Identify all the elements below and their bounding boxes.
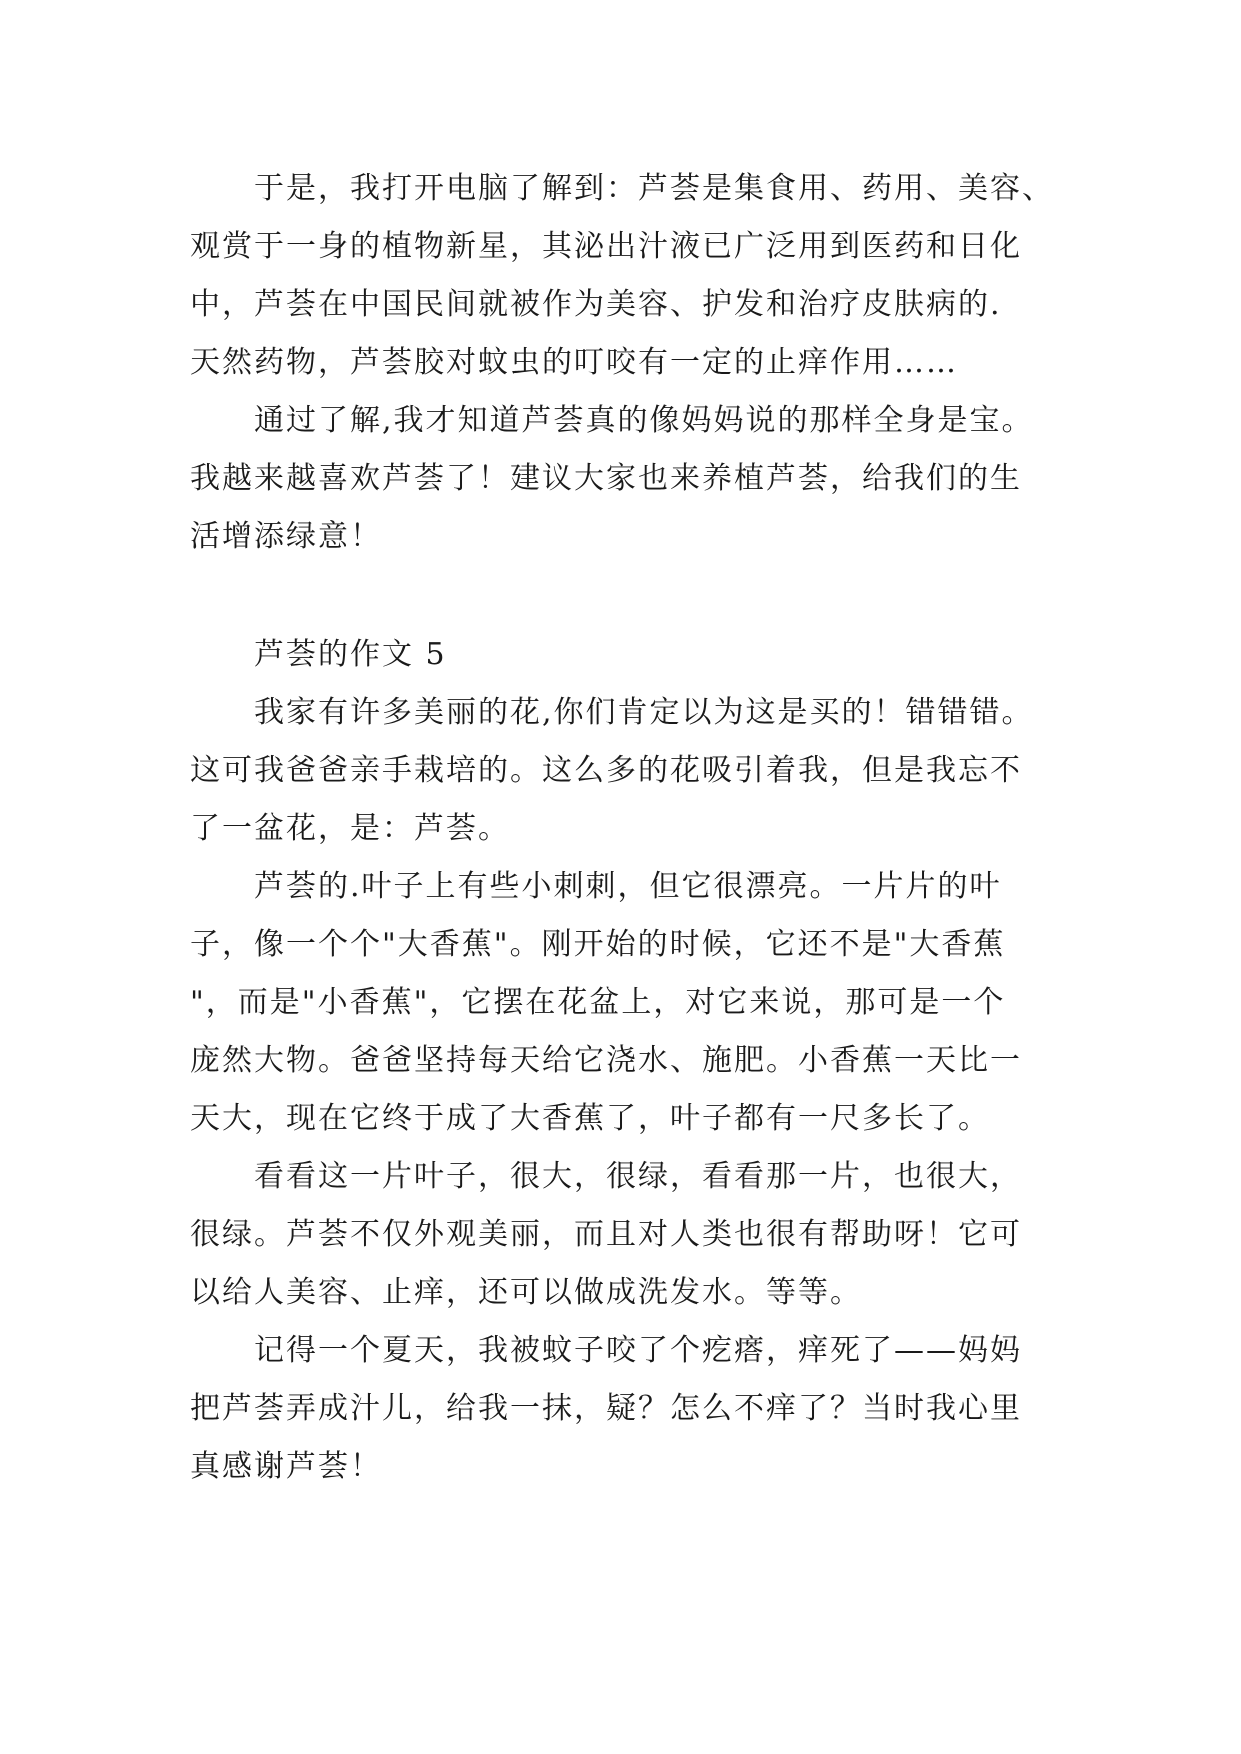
paragraph-line: 记得一个夏天，我被蚊子咬了个疙瘩，痒死了——妈妈 <box>254 1333 1022 1368</box>
paragraph-line: 天大，现在它终于成了大香蕉了，叶子都有一尺多长了。 <box>190 1101 990 1136</box>
section-gap <box>190 566 1090 626</box>
paragraph-line: 这可我爸爸亲手栽培的。这么多的花吸引着我，但是我忘不 <box>190 753 1022 788</box>
paragraph-line: 了一盆花，是：芦荟。 <box>190 811 510 846</box>
paragraph-line: "，而是"小香蕉"，它摆在花盆上，对它来说，那可是一个 <box>190 985 1006 1020</box>
paragraph-line: 通过了解,我才知道芦荟真的像妈妈说的那样全身是宝。 <box>254 403 1034 438</box>
paragraph-line: 活增添绿意！ <box>190 519 382 554</box>
document-body <box>190 160 1090 1496</box>
paragraph-line: 于是，我打开电脑了解到：芦荟是集食用、药用、美容、 <box>254 171 1054 206</box>
paragraph-line: 芦荟的.叶子上有些小刺刺，但它很漂亮。一片片的叶 <box>254 869 1002 904</box>
paragraph-line: 我家有许多美丽的花,你们肯定以为这是买的！错错错。 <box>254 695 1034 730</box>
section-title: 芦荟的作文 5 <box>254 637 447 672</box>
paragraph-line: 真感谢芦荟！ <box>190 1449 382 1484</box>
paragraph-line: 看看这一片叶子，很大，很绿，看看那一片，也很大， <box>254 1159 1022 1194</box>
paragraph-line: 子，像一个个"大香蕉"。刚开始的时候，它还不是"大香蕉 <box>190 927 1006 962</box>
paragraph-line: 很绿。芦荟不仅外观美丽，而且对人类也很有帮助呀！它可 <box>190 1217 1022 1252</box>
paragraph-line: 中，芦荟在中国民间就被作为美容、护发和治疗皮肤病的. <box>190 287 1002 322</box>
paragraph-line: 观赏于一身的植物新星，其泌出汁液已广泛用到医药和日化 <box>190 229 1022 264</box>
paragraph-line: 我越来越喜欢芦荟了！建议大家也来养植芦荟，给我们的生 <box>190 461 1022 496</box>
paragraph-line: 以给人美容、止痒，还可以做成洗发水。等等。 <box>190 1275 862 1310</box>
paragraph-line: 天然药物，芦荟胶对蚊虫的叮咬有一定的止痒作用…… <box>190 345 958 380</box>
paragraph-line: 庞然大物。爸爸坚持每天给它浇水、施肥。小香蕉一天比一 <box>190 1043 1022 1078</box>
paragraph-line: 把芦荟弄成汁儿，给我一抹，疑？怎么不痒了？当时我心里 <box>190 1391 1022 1426</box>
